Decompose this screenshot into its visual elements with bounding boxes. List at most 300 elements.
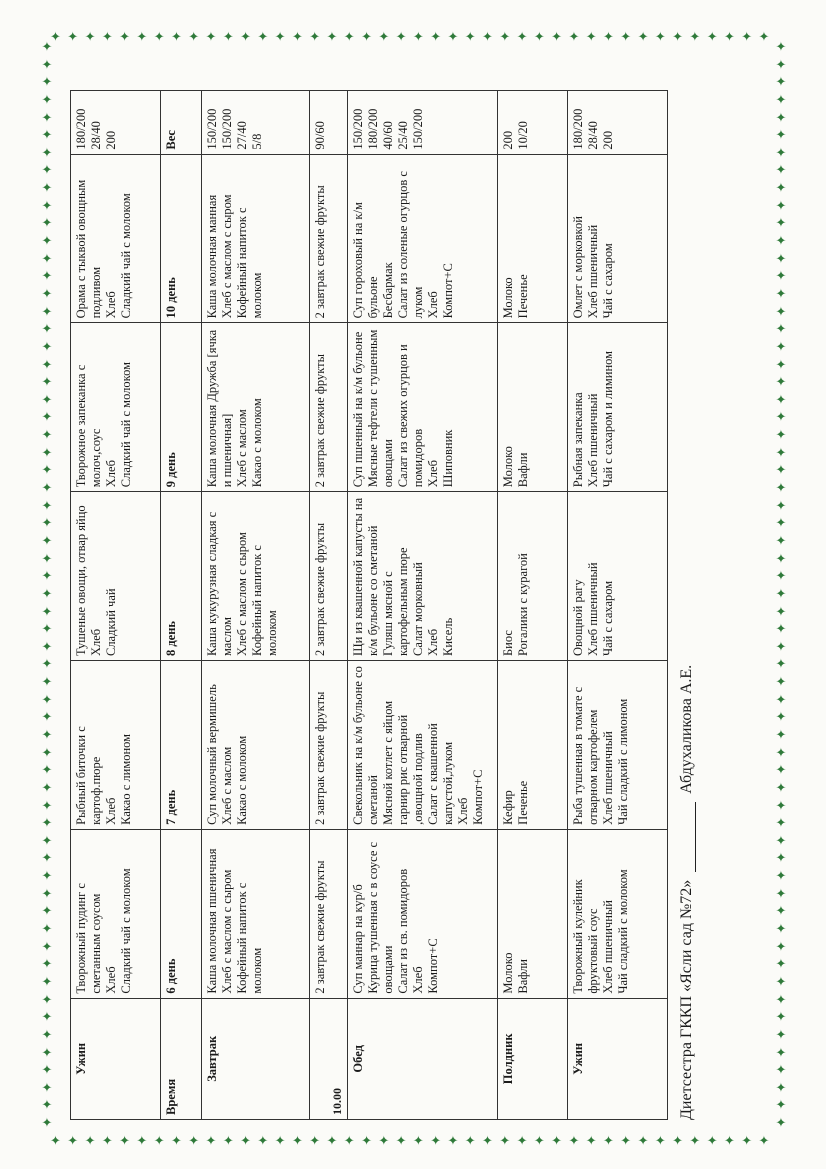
decoration-star-icon: ✦ [41, 356, 53, 372]
decoration-star-icon: ✦ [568, 28, 580, 44]
decoration-star-icon: ✦ [775, 1026, 787, 1042]
decoration-star-icon: ✦ [499, 1132, 511, 1148]
decoration-star-icon: ✦ [447, 1132, 459, 1148]
decoration-star-icon: ✦ [603, 28, 614, 44]
decoration-star-icon: ✦ [309, 1132, 321, 1148]
menu-item: Мясные тефтели с тушенным овощами [366, 329, 395, 488]
menu-item: Компот+С [441, 263, 455, 319]
decoration-star-icon: ✦ [533, 28, 545, 44]
signer-name: Абдухаликова А.Е. [678, 664, 695, 794]
menu-item: Вафли [516, 452, 530, 488]
menu-item: Хлеб [104, 460, 118, 488]
day-header: 10 день [161, 154, 202, 323]
decoration-star-icon: ✦ [41, 56, 53, 72]
signature-line [678, 90, 696, 1120]
decoration-star-icon: ✦ [41, 744, 53, 760]
decoration-star-icon: ✦ [447, 28, 459, 44]
decoration-star-icon: ✦ [395, 1132, 407, 1148]
menu-item: Рыба тушенная в томате с отварном картофелем [571, 686, 600, 825]
row-label: Ужин [71, 998, 161, 1119]
row-label: Ужин [568, 998, 668, 1119]
menu-item: Хлеб с маслом [220, 746, 234, 825]
decoration-star-icon: ✦ [775, 603, 787, 619]
decoration-star-icon: ✦ [775, 356, 787, 372]
menu-item: Салат из свежих огурцов и помидоров [396, 344, 425, 488]
decoration-star-icon: ✦ [775, 868, 787, 884]
day-header: 8 день [161, 492, 202, 661]
menu-item: Хлеб [426, 628, 440, 657]
decoration-star-icon: ✦ [41, 91, 53, 107]
decoration-star-icon: ✦ [84, 1132, 96, 1148]
decoration-star-icon: ✦ [775, 180, 787, 196]
decoration-star-icon: ✦ [758, 28, 770, 44]
weight-value: 180/200 [571, 108, 585, 150]
decoration-star-icon: ✦ [775, 726, 787, 742]
menu-item: Компот+С [426, 938, 440, 994]
decoration-star-icon: ✦ [41, 973, 53, 989]
header-row [161, 91, 202, 1120]
menu-item: Компот+С [471, 769, 485, 825]
decoration-star-icon: ✦ [775, 321, 787, 337]
decoration-star-icon: ✦ [41, 850, 53, 866]
decoration-star-icon: ✦ [101, 28, 113, 44]
decorative-border-right [768, 40, 794, 1130]
decoration-star-icon: ✦ [482, 28, 493, 44]
decoration-star-icon: ✦ [775, 497, 787, 513]
menu-item: Хлеб с маслом [235, 409, 249, 488]
menu-item: Хлеб [426, 460, 440, 488]
menu-item: Бесбармак [381, 262, 395, 319]
menu-item: Гуляш мясной с картофельным пюре [381, 547, 410, 657]
weight-value: 200 [104, 130, 118, 150]
decoration-star-icon: ✦ [41, 621, 53, 637]
menu-cell [498, 154, 568, 323]
decoration-star-icon: ✦ [136, 1132, 148, 1148]
decorative-border-top [50, 26, 770, 46]
menu-item: Хлеб [411, 966, 425, 994]
menu-cell [202, 492, 310, 661]
decoration-star-icon: ✦ [775, 585, 787, 601]
menu-item: Каша молочная манная [205, 194, 219, 319]
decoration-star-icon: ✦ [585, 28, 597, 44]
decoration-star-icon: ✦ [654, 28, 666, 44]
decoration-star-icon: ✦ [775, 109, 787, 125]
decoration-star-icon: ✦ [723, 28, 735, 44]
menu-item: Биос [501, 630, 515, 657]
footer-text: Диетсестра ГККП «Ясли сад №72» [678, 879, 695, 1120]
decoration-star-icon: ✦ [499, 28, 511, 44]
menu-item: Рыбная запеканка [571, 392, 585, 488]
menu-item: Хлеб с маслом с сыром [220, 194, 234, 319]
menu-item: Кофейный напиток с молоком [250, 545, 279, 657]
weight-value: 200 [501, 130, 515, 150]
decoration-star-icon: ✦ [775, 480, 787, 496]
decoration-star-icon: ✦ [326, 1132, 338, 1148]
day-header: 9 день [161, 323, 202, 492]
menu-table [70, 90, 668, 1120]
decoration-star-icon: ✦ [775, 1062, 787, 1078]
menu-item: Омлет с морковкой [571, 216, 585, 319]
decoration-star-icon: ✦ [41, 832, 53, 848]
decoration-star-icon: ✦ [153, 1132, 165, 1148]
decoration-star-icon: ✦ [67, 1132, 79, 1148]
decoration-star-icon: ✦ [41, 338, 53, 354]
menu-cell [71, 829, 161, 998]
signature-blank [681, 802, 696, 872]
menu-cell [568, 661, 668, 830]
time-cell [310, 998, 348, 1119]
weight-cell: 90/60 [310, 91, 348, 155]
decoration-star-icon: ✦ [101, 1132, 113, 1148]
menu-item: Хлеб пшеничный [601, 900, 615, 994]
menu-item: Сладкий чай с молоком [119, 193, 133, 319]
decoration-star-icon: ✦ [41, 603, 53, 619]
decoration-star-icon: ✦ [775, 938, 787, 954]
menu-cell [498, 829, 568, 998]
decoration-star-icon: ✦ [41, 815, 53, 831]
decoration-star-icon: ✦ [775, 268, 787, 284]
menu-item: Творожный кулейник фруктовый соус [571, 879, 600, 994]
decoration-star-icon: ✦ [482, 1132, 493, 1148]
decoration-star-icon: ✦ [41, 638, 53, 654]
menu-item: Каша кукурузная сладкая с маслом [205, 511, 234, 657]
row-label: Завтрак [202, 998, 310, 1119]
decoration-star-icon: ✦ [41, 427, 53, 443]
menu-cell [568, 154, 668, 323]
decorative-border-left [34, 40, 60, 1130]
menu-item: Суп молочный вермишель [205, 684, 219, 825]
weight-value: 25/40 [396, 121, 410, 150]
decoration-star-icon: ✦ [240, 1132, 251, 1148]
menu-cell [202, 323, 310, 492]
row-lunch [348, 91, 498, 1120]
decoration-star-icon: ✦ [41, 180, 53, 196]
menu-cell [568, 492, 668, 661]
menu-cell: 2 завтрак свежие фрукты [310, 829, 348, 998]
menu-item: Творожный пудинг с сметанным соусом [74, 883, 103, 994]
decoration-star-icon: ✦ [41, 1079, 53, 1095]
decoration-star-icon: ✦ [41, 991, 53, 1007]
decoration-star-icon: ✦ [41, 162, 53, 178]
decoration-star-icon: ✦ [309, 28, 321, 44]
decoration-star-icon: ✦ [257, 28, 269, 44]
decoration-star-icon: ✦ [775, 973, 787, 989]
weight-value: 180/200 [74, 108, 88, 150]
menu-cell [202, 829, 310, 998]
time-value: 10.00 [329, 1088, 344, 1115]
decoration-star-icon: ✦ [775, 144, 787, 160]
decorative-border-bottom [50, 1130, 770, 1150]
menu-item: Хлеб пшеничный [586, 224, 600, 319]
decoration-star-icon: ✦ [775, 303, 787, 319]
menu-item: Шиповник [441, 429, 455, 488]
decoration-star-icon: ✦ [41, 550, 53, 566]
decoration-star-icon: ✦ [274, 1132, 286, 1148]
decoration-star-icon: ✦ [551, 1132, 563, 1148]
menu-item: Сладкий чай с молоком [119, 868, 133, 994]
menu-item: Хлеб пшеничный [586, 393, 600, 488]
decoration-star-icon: ✦ [775, 56, 787, 72]
menu-item: Чай с сахаром и лимином [601, 350, 615, 488]
decoration-star-icon: ✦ [41, 197, 53, 213]
menu-item: Салат с квашенной капустой,луком [426, 723, 455, 825]
decoration-star-icon: ✦ [775, 1115, 787, 1131]
decoration-star-icon: ✦ [41, 709, 53, 725]
menu-sheet [70, 90, 760, 1120]
menu-item: Хлеб с маслом с сыром [235, 532, 249, 657]
decoration-star-icon: ✦ [775, 532, 787, 548]
decoration-star-icon: ✦ [775, 391, 787, 407]
menu-cell [498, 323, 568, 492]
decoration-star-icon: ✦ [551, 28, 563, 44]
row-second-breakfast [310, 91, 348, 1120]
decoration-star-icon: ✦ [41, 674, 53, 690]
decoration-star-icon: ✦ [291, 28, 303, 44]
decoration-star-icon: ✦ [775, 568, 787, 584]
menu-cell: 2 завтрак свежие фрукты [310, 154, 348, 323]
decoration-star-icon: ✦ [741, 1132, 753, 1148]
decoration-star-icon: ✦ [775, 91, 787, 107]
menu-cell [348, 661, 498, 830]
decoration-star-icon: ✦ [620, 1132, 632, 1148]
row-label: Обед [348, 998, 498, 1119]
menu-cell [71, 661, 161, 830]
decoration-star-icon: ✦ [775, 621, 787, 637]
menu-item: Щи из квашенной капусты на к/м бульоне со сметаной [351, 497, 380, 657]
decoration-star-icon: ✦ [170, 28, 182, 44]
decoration-star-icon: ✦ [41, 127, 53, 143]
decoration-star-icon: ✦ [775, 832, 787, 848]
decoration-star-icon: ✦ [41, 885, 53, 901]
menu-item: Молоко [501, 446, 515, 488]
decoration-star-icon: ✦ [654, 1132, 666, 1148]
menu-cell [498, 492, 568, 661]
menu-item: Хлеб [104, 797, 118, 825]
decoration-star-icon: ✦ [41, 1026, 53, 1042]
weight-value: 180/200 [366, 108, 380, 150]
weight-value: 150/200 [411, 108, 425, 150]
decoration-star-icon: ✦ [119, 28, 131, 44]
menu-item: Хлеб [104, 966, 118, 994]
menu-item: Печенье [516, 274, 530, 319]
decoration-star-icon: ✦ [343, 1132, 355, 1148]
row-top-dinner [71, 91, 161, 1120]
decoration-star-icon: ✦ [395, 28, 407, 44]
menu-item: Салат морковный [411, 562, 425, 657]
menu-item: Хлеб [104, 291, 118, 319]
decoration-star-icon: ✦ [758, 1132, 770, 1148]
decoration-star-icon: ✦ [136, 28, 148, 44]
decoration-star-icon: ✦ [291, 1132, 303, 1148]
menu-cell [348, 492, 498, 661]
decoration-star-icon: ✦ [741, 28, 753, 44]
menu-item: Суп маннар на кур/б [351, 884, 365, 994]
decoration-star-icon: ✦ [775, 550, 787, 566]
decoration-star-icon: ✦ [153, 28, 165, 44]
menu-item: Салат из св. помидоров [396, 868, 410, 994]
menu-cell [202, 154, 310, 323]
decoration-star-icon: ✦ [41, 956, 53, 972]
decoration-star-icon: ✦ [775, 74, 787, 90]
decoration-star-icon: ✦ [205, 28, 217, 44]
decoration-star-icon: ✦ [41, 868, 53, 884]
decoration-star-icon: ✦ [84, 28, 96, 44]
menu-item: Вафли [516, 959, 530, 994]
decoration-star-icon: ✦ [775, 921, 787, 937]
decoration-star-icon: ✦ [274, 28, 286, 44]
decoration-star-icon: ✦ [516, 1132, 528, 1148]
decoration-star-icon: ✦ [41, 1115, 53, 1131]
decoration-star-icon: ✦ [775, 850, 787, 866]
decoration-star-icon: ✦ [430, 28, 442, 44]
decoration-star-icon: ✦ [516, 28, 528, 44]
decoration-star-icon: ✦ [775, 515, 787, 531]
decoration-star-icon: ✦ [41, 285, 53, 301]
decoration-star-icon: ✦ [240, 28, 251, 44]
decoration-star-icon: ✦ [464, 28, 476, 44]
decoration-star-icon: ✦ [119, 1132, 131, 1148]
weight-value: 28/40 [89, 121, 103, 150]
decoration-star-icon: ✦ [775, 409, 787, 425]
decoration-star-icon: ✦ [775, 197, 787, 213]
day-header: 6 день [161, 829, 202, 998]
decoration-star-icon: ✦ [41, 903, 53, 919]
decoration-star-icon: ✦ [41, 532, 53, 548]
menu-item: Свекольник на к/м бульоне со сметаной [351, 666, 380, 825]
menu-cell [71, 492, 161, 661]
decoration-star-icon: ✦ [775, 744, 787, 760]
decoration-star-icon: ✦ [41, 374, 53, 390]
menu-item: Молоко [501, 277, 515, 319]
menu-item: Курица тушенная с в соусе с овощами [366, 841, 395, 994]
menu-cell [348, 323, 498, 492]
decoration-star-icon: ✦ [689, 1132, 701, 1148]
decoration-star-icon: ✦ [775, 903, 787, 919]
menu-item: Кефир [501, 790, 515, 825]
menu-item: Кисель [441, 617, 455, 657]
decoration-star-icon: ✦ [361, 28, 372, 44]
decoration-star-icon: ✦ [568, 1132, 580, 1148]
weight-value: 150/200 [351, 108, 365, 150]
decoration-star-icon: ✦ [41, 250, 53, 266]
menu-item: Хлеб [89, 628, 103, 657]
menu-item: Какао с молоком [235, 735, 249, 825]
decoration-star-icon: ✦ [603, 1132, 614, 1148]
decoration-star-icon: ✦ [41, 568, 53, 584]
decoration-star-icon: ✦ [41, 779, 53, 795]
decoration-star-icon: ✦ [343, 28, 355, 44]
decoration-star-icon: ✦ [706, 28, 718, 44]
menu-cell: 2 завтрак свежие фрукты [310, 323, 348, 492]
decoration-star-icon: ✦ [775, 427, 787, 443]
menu-item: Чай с сахаром [601, 580, 615, 657]
decoration-star-icon: ✦ [41, 268, 53, 284]
decoration-star-icon: ✦ [775, 285, 787, 301]
menu-item: Суп пшенный на к/м бульоне [351, 331, 365, 488]
menu-cell [568, 323, 668, 492]
menu-cell [498, 661, 568, 830]
menu-item: Какао с лимоном [119, 733, 133, 825]
decoration-star-icon: ✦ [775, 709, 787, 725]
menu-item: Тушеные овощи, отвар яйцо [74, 505, 88, 657]
menu-item: Овощной рагу [571, 579, 585, 657]
menu-cell [202, 661, 310, 830]
decoration-star-icon: ✦ [41, 921, 53, 937]
menu-item: Кофейный напиток с молоком [235, 207, 264, 319]
menu-item: Салат из соленые огурцов с луком [396, 171, 425, 319]
decoration-star-icon: ✦ [412, 28, 424, 44]
decoration-star-icon: ✦ [188, 28, 200, 44]
day-header: 7 день [161, 661, 202, 830]
decoration-star-icon: ✦ [361, 1132, 372, 1148]
decoration-star-icon: ✦ [775, 1097, 787, 1113]
decoration-star-icon: ✦ [257, 1132, 269, 1148]
decoration-star-icon: ✦ [378, 1132, 390, 1148]
decoration-star-icon: ✦ [706, 1132, 718, 1148]
decoration-star-icon: ✦ [775, 779, 787, 795]
weight-value: 5/8 [250, 133, 264, 150]
decoration-star-icon: ✦ [205, 1132, 217, 1148]
weight-cell [348, 91, 498, 155]
decoration-star-icon: ✦ [41, 656, 53, 672]
decoration-star-icon: ✦ [50, 28, 61, 44]
decoration-star-icon: ✦ [775, 956, 787, 972]
row-breakfast [202, 91, 310, 1120]
decoration-star-icon: ✦ [775, 250, 787, 266]
weight-header: Вес [161, 91, 202, 155]
weight-value: 27/40 [235, 121, 249, 150]
menu-item: Хлеб [426, 291, 440, 319]
menu-cell: 2 завтрак свежие фрукты [310, 661, 348, 830]
weight-value: 150/200 [205, 108, 219, 150]
decoration-star-icon: ✦ [430, 1132, 442, 1148]
time-header: Время [161, 998, 202, 1119]
decoration-star-icon: ✦ [41, 480, 53, 496]
weight-value: 200 [601, 130, 615, 150]
menu-item: Чай с сахаром [601, 243, 615, 319]
weight-cell [202, 91, 310, 155]
decoration-star-icon: ✦ [222, 28, 234, 44]
weight-value: 10/20 [516, 121, 530, 150]
decoration-star-icon: ✦ [689, 28, 701, 44]
decoration-star-icon: ✦ [672, 1132, 684, 1148]
menu-item: Рыбный биточки с картоф.пюре [74, 726, 103, 825]
menu-item: Орама с тыквой овощным подливом [74, 179, 103, 319]
menu-cell [71, 323, 161, 492]
menu-item: Хлеб с маслом с сыром [220, 869, 234, 994]
decoration-star-icon: ✦ [41, 1062, 53, 1078]
decoration-star-icon: ✦ [41, 144, 53, 160]
decoration-star-icon: ✦ [775, 39, 787, 54]
menu-item: Сладкий чай с молоком [119, 361, 133, 488]
menu-item: Кофейный напиток с молоком [235, 882, 264, 994]
menu-item: Рогалики с курагой [516, 553, 530, 657]
menu-cell [568, 829, 668, 998]
decoration-star-icon: ✦ [585, 1132, 597, 1148]
decoration-star-icon: ✦ [41, 938, 53, 954]
decoration-star-icon: ✦ [188, 1132, 200, 1148]
decoration-star-icon: ✦ [775, 1009, 787, 1025]
decoration-star-icon: ✦ [637, 28, 649, 44]
decoration-star-icon: ✦ [41, 109, 53, 125]
menu-item: Чай сладкий с лимоном [616, 698, 630, 825]
decoration-star-icon: ✦ [775, 127, 787, 143]
menu-item: Чай сладкий с молоком [616, 869, 630, 994]
decoration-star-icon: ✦ [41, 797, 53, 813]
row-afternoon-snack [498, 91, 568, 1120]
decoration-star-icon: ✦ [50, 1132, 61, 1148]
menu-item: Творожное запеканка с молоч,соус [74, 364, 103, 488]
